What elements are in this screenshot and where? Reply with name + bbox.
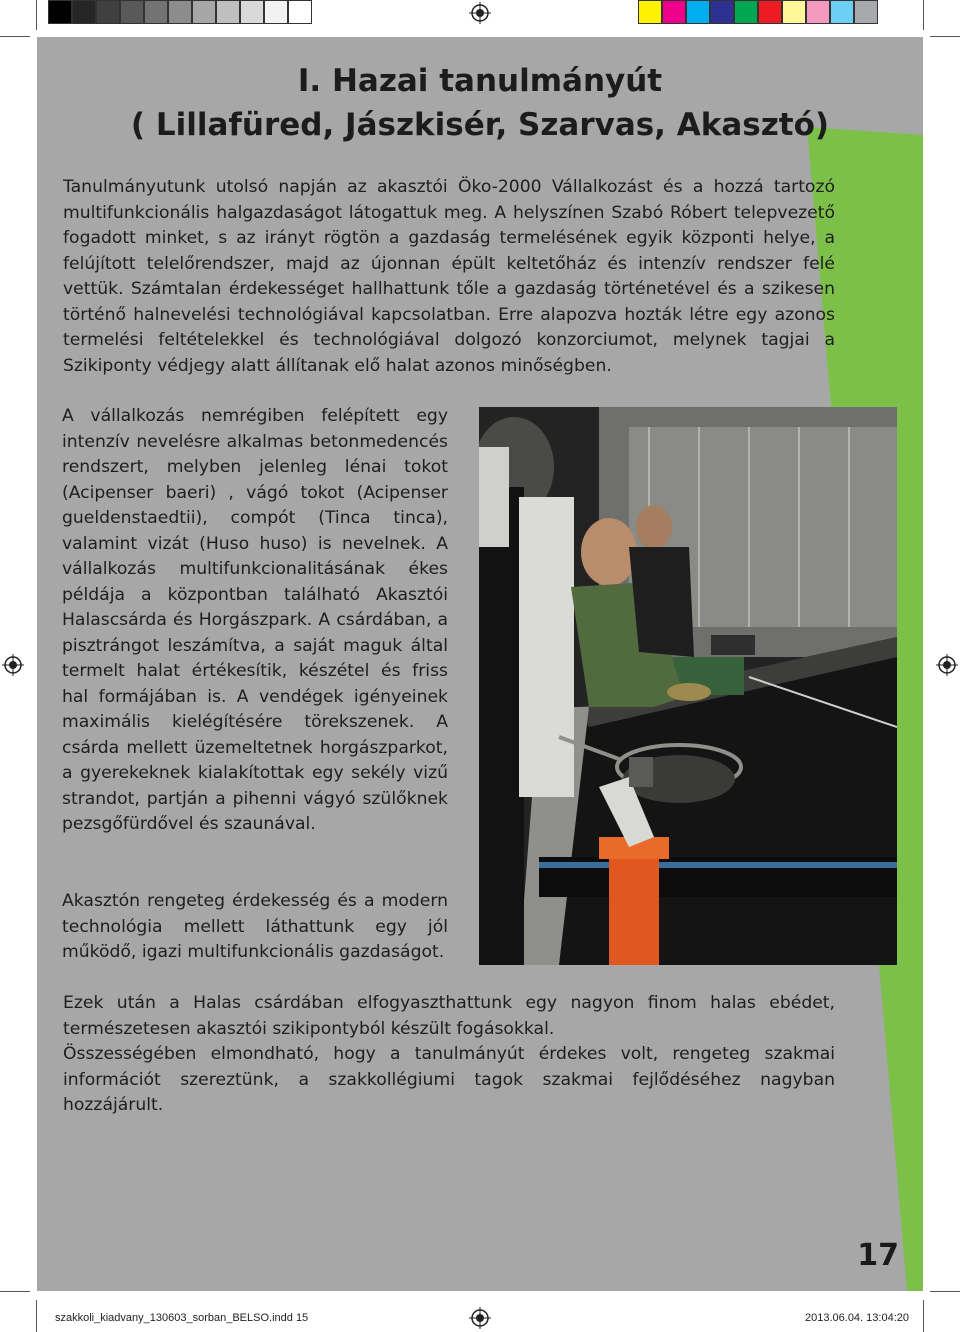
crop-mark: [0, 1291, 30, 1292]
color-swatch: [662, 0, 686, 24]
modern-technology-paragraph: Akasztón rengeteg érdekesség és a modern technológia mellett láthattunk egy jól működő, igazi multifunkcionális gazdaságot.: [62, 891, 448, 962]
registration-mark-icon: [469, 2, 491, 24]
crop-mark: [923, 0, 924, 30]
registration-mark-icon: [936, 654, 958, 676]
intro-paragraph: Tanulmányutunk utolsó napján az akasztói Öko-2000 Vállalkozást és a hozzá tartozó multifunkcionális halgazdaságot látogattuk meg. A helyszínen Szabó Róbert telepvezető fogadott minket, s az irányt rögtön a gazdaság termelésének egyik központi helye, a felújított telelőrendszer, majd az újonnan épült keltetőház és intenzív rendszer felé vettük. Számtalan érdekességet hallhattunk tőle a gazdaság történetével és a szikesen történő halnevelési technológiával kapcsolatban. Erre alapozva hozták létre egy azonos termelési feltételekkel és technológiával dolgozó konzorciumot, melynek tagjai a Szikiponty védjegy alatt állítanak elő halat azonos minőségben.: [63, 177, 835, 376]
gray-swatch: [144, 0, 168, 24]
crop-mark: [36, 1300, 37, 1332]
color-swatch: [686, 0, 710, 24]
gray-swatch: [120, 0, 144, 24]
page-title: [117, 59, 843, 147]
color-swatch: [806, 0, 830, 24]
grayscale-swatch-bar: [48, 0, 312, 26]
lunch-paragraph: Ezek után a Halas csárdában elfogyaszthattunk egy nagyon finom halas ebédet, természetesen akasztói szikipontyból készült fogásokkal.: [63, 993, 835, 1039]
color-swatch: [734, 0, 758, 24]
page-number: 17: [857, 1238, 899, 1273]
color-swatch: [638, 0, 662, 24]
crop-mark: [0, 36, 30, 37]
gray-swatch: [240, 0, 264, 24]
gray-swatch: [264, 0, 288, 24]
slug-date-time: 2013.06.04. 13:04:20: [805, 1312, 909, 1324]
gray-swatch: [48, 0, 72, 24]
gray-swatch: [96, 0, 120, 24]
title-line: ( Lillafüred, Jászkisér, Szarvas, Akasztó): [130, 107, 830, 143]
fish-farm-photo: [479, 407, 897, 965]
slug-file-name: szakkoli_kiadvany_130603_sorban_BELSO.indd 15: [55, 1312, 309, 1324]
registration-mark-icon: [469, 1307, 491, 1329]
gray-swatch: [288, 0, 312, 24]
column-paragraph: A vállalkozás nemrégiben felépített egy intenzív nevelésre alkalmas betonmedencés rendszert, melyben jelenleg lénai tokot (Acipenser baeri) , vágó tokot (Acipenser gueldenstaedtii), compót (Tinca tinca), valamint vizát (Huso huso) is nevelnek. A vállalkozás multifunkcionalitásának ékes példája a központban található Akasztói Halascsárda és Horgászpark. A csárdában, a pisztrángot leszámítva, a saját maguk által termelt halat értékesítik, készétel és friss hal formájában is. A vendégek igényeinek maximális kielégítésére törekszenek. A csárda mellett üzemeltetnek horgászparkot, a gyerekeknek kialakítottak egy sekély vizű strandot, partján a pihenni vágyó szülőknek pezsgőfürdővel és szaunával.: [62, 406, 448, 834]
title-line: I. Hazai tanulmányút: [297, 63, 663, 99]
gray-swatch: [168, 0, 192, 24]
crop-mark: [36, 0, 37, 30]
crop-mark: [930, 36, 960, 37]
color-swatch-bar: [638, 0, 878, 26]
color-swatch: [830, 0, 854, 24]
color-swatch: [710, 0, 734, 24]
crop-mark: [930, 1291, 960, 1292]
printed-page: [37, 37, 923, 1291]
gray-swatch: [216, 0, 240, 24]
summary-paragraph: Összességében elmondható, hogy a tanulmányút érdekes volt, rengeteg szakmai információt szereztünk, a szakkollégiumi tagok szakmai fejlődéséhez nagyban hozzájárult.: [63, 1044, 835, 1115]
color-swatch: [758, 0, 782, 24]
registration-mark-icon: [2, 654, 24, 676]
crop-mark: [923, 1300, 924, 1332]
gray-swatch: [192, 0, 216, 24]
color-swatch: [782, 0, 806, 24]
gray-swatch: [72, 0, 96, 24]
color-swatch: [854, 0, 878, 24]
